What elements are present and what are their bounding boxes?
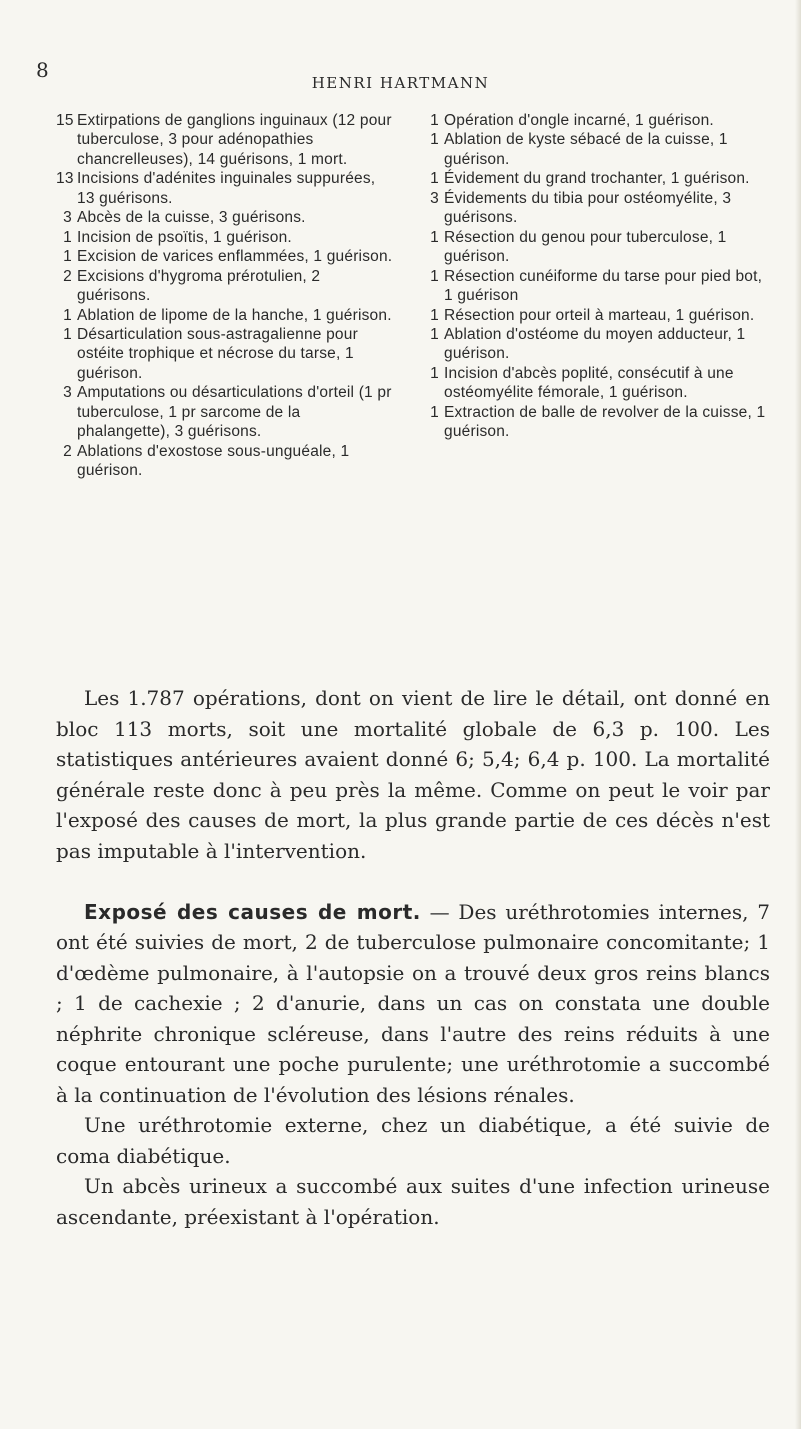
- list-item: [423, 111, 768, 130]
- item-text: Excisions d'hygroma prérotulien, 2 guérisons.: [77, 267, 321, 305]
- item-text: Résection cunéiforme du tarse pour pied bot, 1 guérison: [444, 267, 763, 305]
- item-count: 1: [63, 306, 72, 324]
- list-item: [423, 306, 768, 325]
- page-edge-shadow: [795, 0, 801, 1429]
- list-item: [56, 325, 396, 383]
- item-count: 3: [63, 384, 72, 402]
- item-count: 1: [430, 306, 439, 324]
- item-count: 1: [430, 403, 439, 421]
- item-text: Résection pour orteil à marteau, 1 guérison.: [444, 306, 755, 324]
- page-number: 8: [36, 58, 49, 82]
- list-item: [56, 267, 396, 306]
- item-text: Ablations d'exostose sous-unguéale, 1 guérison.: [77, 442, 350, 480]
- item-count: 1: [63, 228, 72, 246]
- paragraph-urinary-abscess: Un abcès urineux a succombé aux suites d'une infection urineuse ascendante, préexistant à l'opération.: [56, 1174, 770, 1229]
- section-heading: Exposé des causes de mort.: [84, 899, 421, 924]
- item-text: Ablation de lipome de la hanche, 1 guérison.: [77, 306, 392, 324]
- item-text: Abcès de la cuisse, 3 guérisons.: [77, 209, 306, 227]
- item-text: Incisions d'adénites inguinales suppurées, 13 guérisons.: [77, 170, 376, 207]
- item-text: Incision d'abcès poplité, consécutif à une ostéomyélite fémorale, 1 guérison.: [444, 364, 734, 402]
- item-text: Excision de varices enflammées, 1 guérison.: [77, 248, 393, 266]
- item-text: Ablation d'ostéome du moyen adducteur, 1 guérison.: [444, 325, 746, 363]
- item-text: Ablation de kyste sébacé de la cuisse, 1 guérison.: [444, 131, 728, 168]
- list-item: [56, 111, 396, 169]
- item-text: Évidements du tibia pour ostéomyélite, 3 guérisons.: [444, 189, 732, 227]
- list-item: [423, 364, 768, 403]
- list-item: [56, 228, 396, 247]
- item-count: 13: [56, 170, 74, 188]
- list-item: [56, 442, 396, 481]
- left-column-list: [56, 111, 396, 481]
- item-count: 1: [430, 112, 439, 129]
- item-count: 1: [430, 364, 439, 382]
- item-count: 1: [63, 325, 72, 343]
- paragraph-mortality: Les 1.787 opérations, dont on vient de lire le détail, ont donné en bloc 113 morts, soit une mortalité globale de 6,3 p. 100. Les statistiques antérieures avaient donné 6; 5,4; 6,4 p. 100. La mortalité générale reste donc à peu près la même. Comme on peut le voir par l'exposé des causes de mort, la plus grande partie de ces décès n'est pas imputable à l'intervention.: [56, 686, 770, 863]
- item-count: 1: [430, 131, 439, 149]
- list-item: [423, 169, 768, 188]
- item-count: 2: [63, 442, 72, 460]
- item-text: Extraction de balle de revolver de la cuisse, 1 guérison.: [444, 403, 766, 441]
- running-head: HENRI HARTMANN: [311, 74, 490, 92]
- item-count: 1: [63, 248, 72, 266]
- list-item: [423, 189, 768, 228]
- item-text: Extirpations de ganglions inguinaux (12 pour tuberculose, 3 pour adénopathies chancrelleuses), 14 guérisons, 1 mort.: [77, 112, 392, 168]
- list-item: [56, 383, 396, 441]
- item-count: 1: [430, 228, 439, 246]
- item-text: Incision de psoïtis, 1 guérison.: [77, 228, 292, 246]
- list-item: [56, 306, 396, 325]
- right-column-list: [423, 111, 768, 442]
- paragraph-causes: [56, 897, 770, 1111]
- item-count: 1: [430, 170, 439, 188]
- item-count: 15: [56, 112, 74, 129]
- list-item: [56, 208, 396, 227]
- item-text: Opération d'ongle incarné, 1 guérison.: [444, 112, 714, 129]
- list-item: [423, 228, 768, 267]
- list-item: [423, 325, 768, 364]
- item-count: 3: [430, 189, 439, 207]
- item-text: Évidement du grand trochanter, 1 guérison.: [444, 170, 750, 188]
- item-count: 3: [63, 209, 72, 227]
- item-count: 1: [430, 267, 439, 285]
- list-item: [423, 267, 768, 306]
- list-item: [423, 403, 768, 442]
- list-item: [56, 247, 396, 266]
- paragraph-causes-text: — Des uréthrotomies internes, 7 ont été suivies de mort, 2 de tuberculose pulmonaire concomitante; 1 d'œdème pulmonaire, à l'autopsie on a trouvé deux gros reins blancs ; 1 de cachexie ; 2 d'anurie, dans un cas on constata une double néphrite chronique scléreuse, dans l'autre des reins réduits à une coque entourant une poche purulente; une uréthrotomie a succombé à la continuation de l'évolution des lésions rénales.: [56, 899, 770, 1107]
- item-text: Amputations ou désarticulations d'orteil (1 pr tuberculose, 1 pr sarcome de la phalangette), 3 guérisons.: [77, 384, 392, 441]
- item-count: 1: [430, 325, 439, 343]
- body-text: [56, 683, 770, 1232]
- item-text: Résection du genou pour tuberculose, 1 guérison.: [444, 228, 727, 266]
- item-count: 2: [63, 267, 72, 285]
- list-item: [56, 169, 396, 208]
- paragraph-external-urethrotomy: Une uréthrotomie externe, chez un diabétique, a été suivie de coma diabétique.: [56, 1113, 770, 1168]
- list-item: [423, 130, 768, 169]
- item-text: Désarticulation sous-astragalienne pour ostéite trophique et nécrose du tarse, 1 guérison.: [77, 325, 358, 382]
